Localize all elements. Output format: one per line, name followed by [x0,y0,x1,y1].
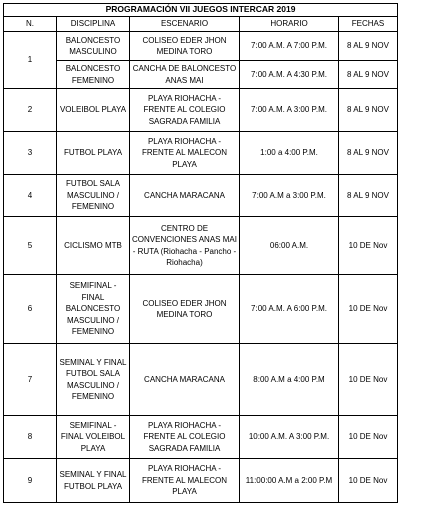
horario-cell: 06:00 A.M. [240,217,339,275]
table-row [4,132,398,175]
header-horario: HORARIO [240,17,339,32]
table-row [4,32,398,61]
disciplina-cell: FUTBOL PLAYA [57,132,130,175]
row-number: 4 [4,175,57,217]
escenario-cell: PLAYA RIOHACHA - FRENTE AL MALECON PLAYA [130,132,240,175]
header-disciplina: DISCIPLINA [57,17,130,32]
fechas-cell: 8 AL 9 NOV [339,89,398,132]
escenario-cell: CENTRO DE CONVENCIONES ANAS MAI - RUTA (Riohacha - Pancho - Riohacha) [130,217,240,275]
fechas-cell: 10 DE Nov [339,344,398,416]
disciplina-cell: CICLISMO MTB [57,217,130,275]
disciplina-cell: SEMIFINAL - FINAL BALONCESTO MASCULINO / FEMENINO [57,275,130,344]
horario-cell: 10:00 A.M. A 3:00 P.M. [240,416,339,459]
table-row [4,217,398,275]
escenario-cell: CANCHA DE BALONCESTO ANAS MAI [130,61,240,89]
schedule-table [3,3,398,503]
horario-cell: 7:00 A.M. A 7:00 P.M. [240,32,339,61]
disciplina-cell: VOLEIBOL PLAYA [57,89,130,132]
fechas-cell: 8 AL 9 NOV [339,175,398,217]
escenario-cell: PLAYA RIOHACHA - FRENTE AL COLEGIO SAGRADA FAMILIA [130,89,240,132]
fechas-cell: 10 DE Nov [339,275,398,344]
row-number: 9 [4,459,57,503]
title-row [4,4,398,17]
horario-cell: 1:00 a 4:00 P.M. [240,132,339,175]
escenario-cell: COLISEO EDER JHON MEDINA TORO [130,32,240,61]
table-row [4,344,398,416]
table-row [4,175,398,217]
table-title: PROGRAMACIÓN VII JUEGOS INTERCAR 2019 [4,4,398,17]
table-row [4,416,398,459]
table-row [4,275,398,344]
row-number: 3 [4,132,57,175]
table-row [4,459,398,503]
horario-cell: 11:00:00 A.M a 2:00 P.M [240,459,339,503]
fechas-cell: 8 AL 9 NOV [339,61,398,89]
escenario-cell: CANCHA MARACANA [130,344,240,416]
header-row [4,17,398,32]
fechas-cell: 8 AL 9 NOV [339,132,398,175]
disciplina-cell: FUTBOL SALA MASCULINO / FEMENINO [57,175,130,217]
escenario-cell: CANCHA MARACANA [130,175,240,217]
disciplina-cell: SEMINAL Y FINAL FUTBOL PLAYA [57,459,130,503]
escenario-cell: PLAYA RIOHACHA - FRENTE AL COLEGIO SAGRADA FAMILIA [130,416,240,459]
disciplina-cell: SEMIFINAL - FINAL VOLEIBOL PLAYA [57,416,130,459]
header-escenario: ESCENARIO [130,17,240,32]
fechas-cell: 10 DE Nov [339,217,398,275]
disciplina-cell: BALONCESTO MASCULINO [57,32,130,61]
fechas-cell: 8 AL 9 NOV [339,32,398,61]
horario-cell: 8:00 A.M a 4:00 P.M [240,344,339,416]
horario-cell: 7:00 A.M. A 6:00 P.M. [240,275,339,344]
horario-cell: 7:00 A.M. A 3:00 P.M. [240,89,339,132]
horario-cell: 7:00 A.M. A 4:30 P.M. [240,61,339,89]
table-row [4,89,398,132]
table-row [4,61,398,89]
header-fechas: FECHAS [339,17,398,32]
row-number: 1 [4,32,57,89]
row-number: 5 [4,217,57,275]
row-number: 6 [4,275,57,344]
disciplina-cell: SEMINAL Y FINAL FUTBOL SALA MASCULINO / FEMENINO [57,344,130,416]
escenario-cell: COLISEO EDER JHON MEDINA TORO [130,275,240,344]
horario-cell: 7:00 A.M a 3:00 P.M. [240,175,339,217]
row-number: 7 [4,344,57,416]
fechas-cell: 10 DE Nov [339,459,398,503]
row-number: 8 [4,416,57,459]
schedule-document [3,3,398,503]
header-n: N. [4,17,57,32]
fechas-cell: 10 DE Nov [339,416,398,459]
escenario-cell: PLAYA RIOHACHA - FRENTE AL MALECON PLAYA [130,459,240,503]
row-number: 2 [4,89,57,132]
disciplina-cell: BALONCESTO FEMENINO [57,61,130,89]
